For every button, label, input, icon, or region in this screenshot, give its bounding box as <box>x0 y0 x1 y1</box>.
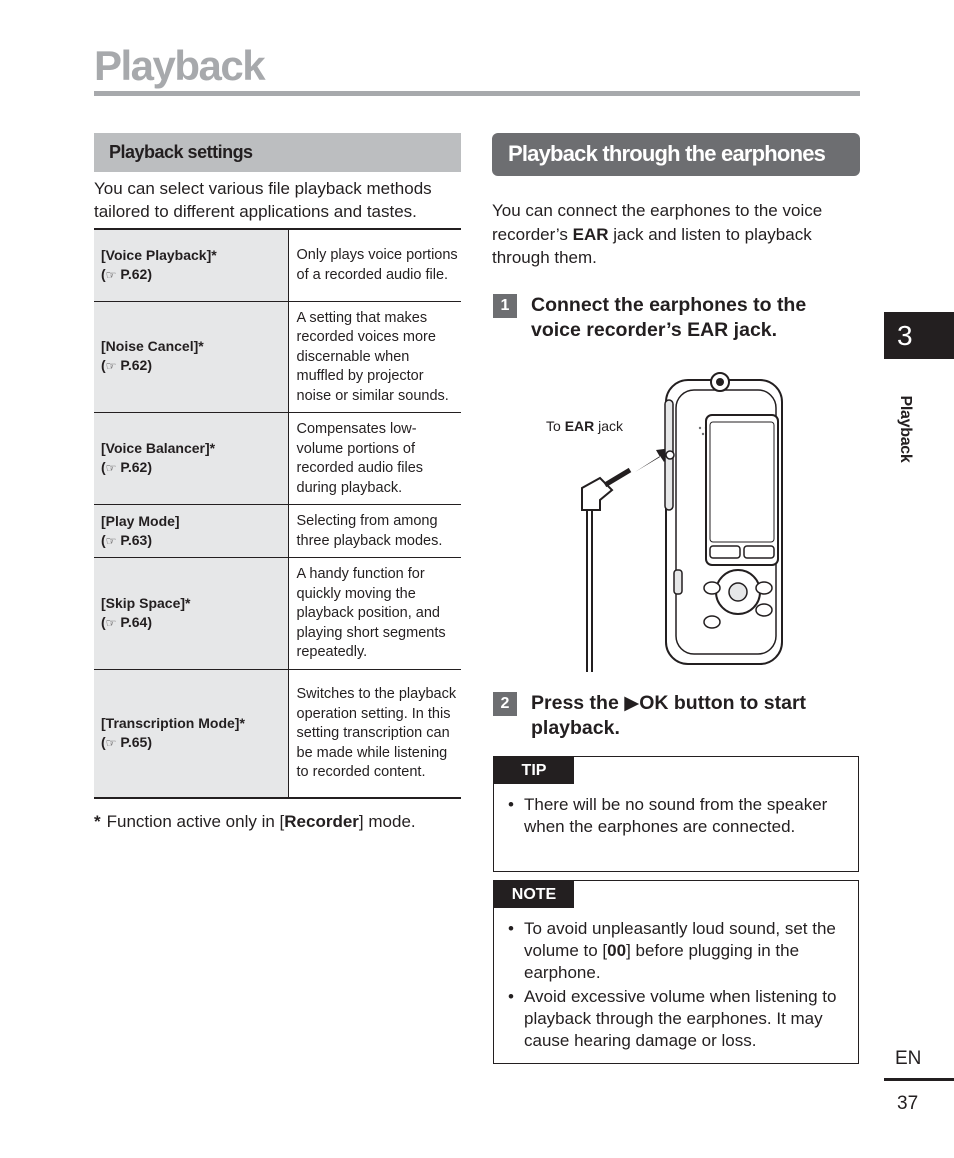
step-1-line2-b: EAR <box>687 319 729 341</box>
note-item-bold: 00 <box>607 941 627 960</box>
reference-hand-icon: ☞ <box>105 461 117 475</box>
setting-ref-page[interactable]: P.63 <box>120 531 148 548</box>
title-rule <box>94 91 860 96</box>
ok-button-label: ▶OK <box>624 692 669 714</box>
setting-reference: (☞ P.64) <box>101 613 152 630</box>
setting-ref-page[interactable]: P.64 <box>120 613 148 630</box>
reference-hand-icon: ☞ <box>105 267 117 282</box>
setting-name: [Skip Space]* <box>101 594 191 611</box>
callout-bold: EAR <box>564 418 595 434</box>
tip-box <box>493 756 859 872</box>
note-item-a: To avoid unpleasantly loud sound, set the volume to [ <box>524 919 836 960</box>
note-item-c: ] before plugging in the earphone. <box>524 941 800 982</box>
setting-name-cell <box>94 505 288 558</box>
setting-name: [Play Mode] <box>101 512 180 529</box>
table-row <box>94 413 461 505</box>
step-1-line2-c: jack. <box>728 319 778 341</box>
step-2-line1 <box>531 691 806 716</box>
footnote-text: Function active only in [ <box>106 812 285 831</box>
side-chapter-label: Playback <box>897 395 914 463</box>
note-item <box>508 918 853 984</box>
footnote-bold: Recorder <box>284 812 359 831</box>
intro-bold: EAR <box>572 224 609 244</box>
setting-reference: (☞ P.65) <box>101 733 152 750</box>
step-1-line1: Connect the earphones to the <box>531 294 807 316</box>
reference-hand-icon: ☞ <box>105 533 117 548</box>
callout-text-end: jack <box>594 418 624 434</box>
tip-item: • There will be no sound from the speaker when the earphones are connected. <box>508 794 848 838</box>
page-title: Playback <box>94 42 265 89</box>
ear-jack <box>666 451 674 459</box>
setting-reference: (☞ P.63) <box>101 531 152 548</box>
setting-name-cell <box>94 558 288 670</box>
step-1-line2-a: voice recorder’s <box>531 319 688 341</box>
table-row <box>94 229 461 301</box>
step-2-text <box>531 691 806 741</box>
footnote-star: * <box>94 812 101 831</box>
chapter-tab[interactable]: 3 <box>884 312 954 359</box>
setting-ref-page[interactable]: P.62 <box>120 357 148 374</box>
setting-ref-page[interactable]: P.62 <box>120 459 148 475</box>
note-list <box>508 918 853 1054</box>
playback-settings-intro: You can select various file playback methods tailored to different applications and tastes. <box>94 179 432 221</box>
table-row <box>94 558 461 670</box>
step-2-c: button to start <box>668 692 807 714</box>
setting-reference: (☞ P.62) <box>101 357 152 374</box>
reference-hand-icon: ☞ <box>105 735 117 750</box>
playback-settings-table <box>94 228 461 799</box>
playback-settings-heading <box>94 133 461 172</box>
setting-ref-page[interactable]: P.65 <box>120 733 148 750</box>
table-row <box>94 669 461 798</box>
note-box <box>493 880 859 1064</box>
reference-hand-icon: ☞ <box>105 359 117 374</box>
footer-rule <box>884 1078 954 1081</box>
setting-ref-page[interactable]: P.62 <box>120 265 148 282</box>
setting-description: Only plays voice portions of a recorded audio file. <box>296 247 458 283</box>
playback-settings-heading-text: Playback settings <box>109 142 253 162</box>
intro-text-end: jack and listen to playback through them. <box>492 224 812 267</box>
setting-name-cell <box>94 229 288 301</box>
note-tag: NOTE <box>494 881 574 908</box>
hold-switch <box>674 570 682 594</box>
step-2-a: Press the <box>531 692 625 714</box>
step-1-line2 <box>531 318 806 343</box>
table-row <box>94 301 461 413</box>
step-1-number: 1 <box>493 294 517 318</box>
setting-name-cell <box>94 669 288 798</box>
step-2-line2: playback. <box>531 717 620 739</box>
step-2-number: 2 <box>493 692 517 716</box>
setting-name-cell <box>94 413 288 505</box>
setting-reference: (☞ P.62) <box>101 459 152 475</box>
callout-text: To <box>546 418 565 434</box>
step-1-text <box>531 293 806 343</box>
note-item: • Avoid excessive volume when listening to playback through the earphones. It may cause hearing damage or loss. <box>508 986 853 1052</box>
setting-name: [Transcription Mode]* <box>101 714 245 731</box>
setting-name: [Voice Playback]* <box>101 246 217 263</box>
reference-hand-icon: ☞ <box>105 615 117 630</box>
setting-name-cell <box>94 301 288 413</box>
earphone-cable <box>587 495 592 672</box>
setting-description: A handy function for quickly moving the playback position, and playing short segments repeatedly. <box>288 558 461 670</box>
setting-description: Selecting from among three playback modes. <box>288 505 461 558</box>
language-label: EN <box>895 1048 922 1069</box>
recorder-earphone-illustration <box>560 360 800 672</box>
earphones-heading <box>492 133 860 176</box>
setting-description: A setting that makes recorded voices more discernable when muffled by projector noise or similar sounds. <box>288 301 461 413</box>
setting-name: [Voice Balancer]* <box>101 440 216 456</box>
earphones-intro <box>492 199 857 270</box>
setting-description: Compensates low-volume portions of recorded audio files during playback. <box>288 413 461 505</box>
tip-list <box>508 794 848 840</box>
page-number: 37 <box>897 1093 919 1114</box>
footnote <box>94 812 416 832</box>
plug-tip <box>605 470 630 485</box>
earphones-heading-text: Playback through the earphones <box>508 141 826 166</box>
table-row <box>94 505 461 558</box>
ok-button <box>729 583 747 601</box>
footnote-text-end: ] mode. <box>358 812 416 831</box>
setting-reference: (☞ P.62) <box>101 265 152 282</box>
setting-description: Switches to the playback operation setting. In this setting transcription can be made while listening to recorded content. <box>288 669 461 798</box>
setting-name: [Noise Cancel]* <box>101 338 204 355</box>
intro-text: You can connect the earphones to the voice recorder’s <box>492 201 823 244</box>
tip-tag: TIP <box>494 757 574 784</box>
